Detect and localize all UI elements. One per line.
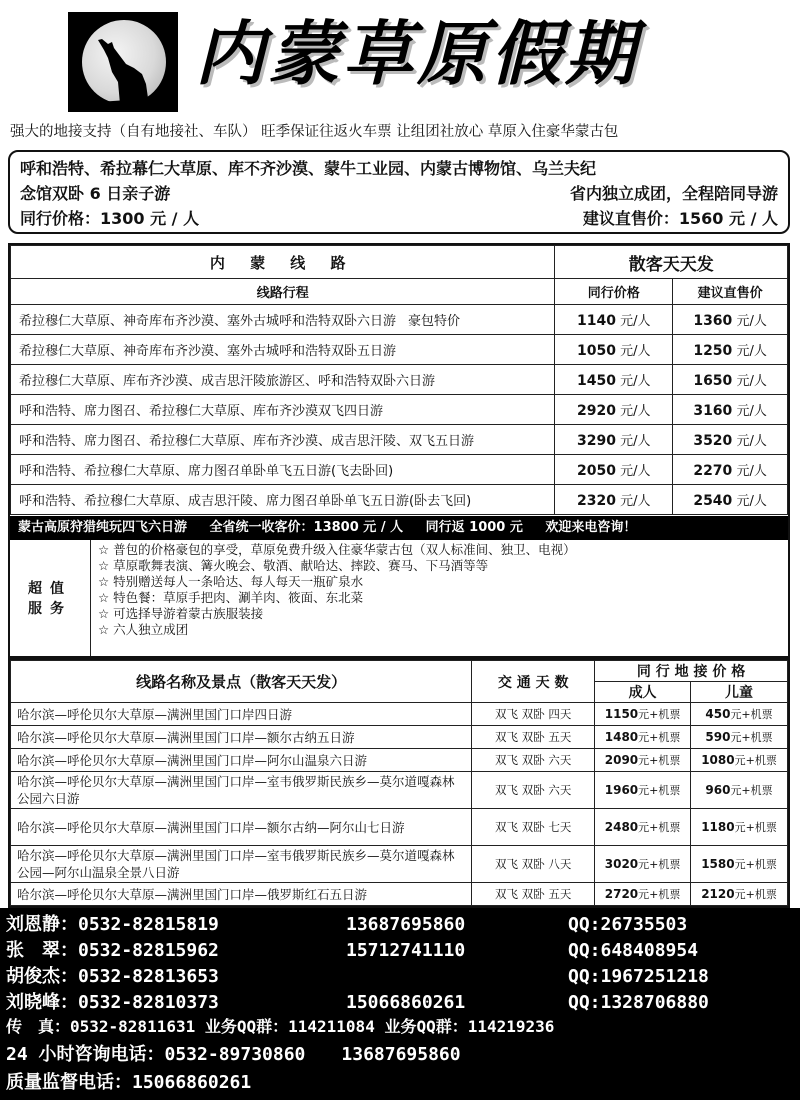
retail-price: 3520 元/人 [673, 425, 788, 455]
hrb-child-price: 1080元+机票 [691, 749, 788, 772]
hrb-child-price: 2120元+机票 [691, 883, 788, 906]
page-title: 内蒙草原假期 [195, 13, 639, 95]
col-retail: 建议直售价 [673, 279, 788, 305]
promo-note: 省内独立成团，全程陪同导游 [569, 184, 778, 203]
hrb-route-name: 哈尔滨—呼伦贝尔大草原—满洲里国门口岸—室韦俄罗斯民族乡—莫尔道嘎森林公园—阿尔山温泉全景八日游 [11, 846, 472, 883]
hrb-route-name: 哈尔滨—呼伦贝尔大草原—满洲里国门口岸—俄罗斯红石五日游 [11, 883, 472, 906]
hrb-transport: 双飞 双卧 六天 [472, 749, 595, 772]
fax-line: 传 真：0532-82811631 业务QQ群：114211084 业务QQ群：114219236 [6, 1017, 555, 1036]
value-service [10, 540, 788, 656]
hrb-route-row [11, 883, 788, 906]
route-name: 希拉穆仁大草原、神奇库布齐沙漠、塞外古城呼和浩特双卧六日游 豪包特价 [11, 305, 555, 335]
hrb-child-price: 1580元+机票 [691, 846, 788, 883]
route-name: 呼和浩特、席力图召、希拉穆仁大草原、库布齐沙漠双飞四日游 [11, 395, 555, 425]
hrb-transport: 双飞 双卧 五天 [472, 883, 595, 906]
col-hrb-route: 线路名称及景点（散客天天发） [11, 661, 472, 703]
peer-price: 3290 元/人 [555, 425, 673, 455]
route-row [11, 305, 788, 335]
promo-route: 呼和浩特、希拉幕仁大草原、库不齐沙漠、蒙牛工业园、内蒙古博物馆、乌兰夫纪 [20, 159, 597, 178]
route-row [11, 455, 788, 485]
contact-name-phone: 胡俊杰：0532-82813653 [6, 966, 219, 987]
hrb-route-name: 哈尔滨—呼伦贝尔大草原—满洲里国门口岸—室韦俄罗斯民族乡—莫尔道嘎森林公园六日游 [11, 772, 472, 809]
peer-price: 1050 元/人 [555, 335, 673, 365]
value-item: ☆ 草原歌舞表演、篝火晚会、敬酒、献哈达、摔跤、赛马、下马酒等等 [98, 558, 489, 573]
hrb-transport: 双飞 双卧 五天 [472, 726, 595, 749]
special-offer-bar [10, 516, 788, 540]
heilongjiang-section [8, 658, 790, 908]
hrb-route-row [11, 726, 788, 749]
howling-wolf-icon [68, 12, 178, 112]
hrb-adult-price: 1150元+机票 [595, 703, 691, 726]
featured-promo [8, 150, 790, 234]
value-label [10, 540, 91, 656]
retail-price: 1360 元/人 [673, 305, 788, 335]
hrb-adult-price: 1480元+机票 [595, 726, 691, 749]
hrb-adult-price: 2720元+机票 [595, 883, 691, 906]
daily-label: 散客天天发 [555, 246, 788, 279]
value-item: ☆ 普包的价格豪包的享受，草原免费升级入住豪华蒙古包（双人标准间、独卫、电视） [98, 542, 576, 557]
hrb-transport: 双飞 双卧 六天 [472, 772, 595, 809]
quality-line: 质量监督电话：15066860261 [6, 1072, 252, 1093]
retail-price: 2270 元/人 [673, 455, 788, 485]
contact-mobile: 15712741110 [346, 940, 466, 961]
route-row [11, 365, 788, 395]
route-row [11, 485, 788, 515]
route-row [11, 335, 788, 365]
contact-panel [0, 908, 800, 1100]
value-item: ☆ 六人独立成团 [98, 622, 189, 637]
hrb-adult-price: 3020元+机票 [595, 846, 691, 883]
special-price: 全省统一收客价：13800 元 / 人 [209, 520, 404, 535]
hrb-adult-price: 2480元+机票 [595, 809, 691, 846]
hrb-route-row [11, 809, 788, 846]
hrb-child-price: 960元+机票 [691, 772, 788, 809]
peer-price: 2050 元/人 [555, 455, 673, 485]
route-row [11, 425, 788, 455]
special-rebate: 同行返 1000 元 [425, 520, 523, 535]
route-row [11, 395, 788, 425]
hrb-adult-price: 1960元+机票 [595, 772, 691, 809]
hrb-transport: 双飞 双卧 七天 [472, 809, 595, 846]
route-name: 呼和浩特、希拉穆仁大草原、成吉思汗陵、席力图召单卧单飞五日游(卧去飞回) [11, 485, 555, 515]
hrb-child-price: 1180元+机票 [691, 809, 788, 846]
retail-price: 1650 元/人 [673, 365, 788, 395]
tagline: 强大的地接支持（自有地接社、车队） 旺季保证往返火车票 让组团社放心 草原入住豪华蒙古包 [10, 124, 619, 140]
value-list [98, 542, 576, 638]
route-name: 呼和浩特、席力图召、希拉穆仁大草原、库布齐沙漠、成吉思汗陵、双飞五日游 [11, 425, 555, 455]
hrb-route-name: 哈尔滨—呼伦贝尔大草原—满洲里国门口岸—阿尔山温泉六日游 [11, 749, 472, 772]
route-tag: 豪包特价 [408, 314, 461, 329]
peer-price: 1140 元/人 [555, 305, 673, 335]
value-label-1: 超值 [28, 581, 72, 597]
hrb-route-row [11, 772, 788, 809]
contact-qq: QQ:1328706880 [568, 992, 709, 1013]
header [0, 0, 800, 120]
hotline: 24 小时咨询电话：0532-89730860 13687695860 [6, 1044, 461, 1065]
contact-name-phone: 张 翠：0532-82815962 [6, 940, 219, 961]
value-item: ☆ 特别赠送每人一条哈达、每人每天一瓶矿泉水 [98, 574, 364, 589]
hrb-transport: 双飞 双卧 八天 [472, 846, 595, 883]
route-name: 呼和浩特、希拉穆仁大草原、席力图召单卧单飞五日游(飞去卧回) [11, 455, 555, 485]
col-transport: 交 通 天 数 [472, 661, 595, 703]
contact-qq: QQ:1967251218 [568, 966, 709, 987]
route-table [10, 245, 788, 515]
col-price: 同 行 地 接 价 格 [595, 661, 788, 682]
promo-route-cont: 念馆双卧 6 日亲子游 [20, 184, 171, 203]
hrb-route-name: 哈尔滨—呼伦贝尔大草原—满洲里国门口岸—额尔古纳—阿尔山七日游 [11, 809, 472, 846]
value-item: ☆ 特色餐：草原手把肉、涮羊肉、筱面、东北菜 [98, 590, 364, 605]
peer-price: 2320 元/人 [555, 485, 673, 515]
route-name: 希拉穆仁大草原、神奇库布齐沙漠、塞外古城呼和浩特双卧五日游 [11, 335, 555, 365]
col-adult: 成人 [595, 682, 691, 703]
peer-price: 1450 元/人 [555, 365, 673, 395]
col-route: 线路行程 [11, 279, 555, 305]
hrb-route-name: 哈尔滨—呼伦贝尔大草原—满洲里国门口岸四日游 [11, 703, 472, 726]
hrb-route-name: 哈尔滨—呼伦贝尔大草原—满洲里国门口岸—额尔古纳五日游 [11, 726, 472, 749]
contact-mobile: 15066860261 [346, 992, 466, 1013]
contact-qq: QQ:648408954 [568, 940, 699, 961]
col-peer: 同行价格 [555, 279, 673, 305]
hrb-route-table [10, 660, 788, 906]
value-item: ☆ 可选择导游着蒙古族服装接 [98, 606, 264, 621]
special-name: 蒙古高原狩猎纯玩四飞六日游 [18, 520, 188, 535]
hrb-adult-price: 2090元+机票 [595, 749, 691, 772]
col-child: 儿童 [691, 682, 788, 703]
hrb-child-price: 450元+机票 [691, 703, 788, 726]
section-title: 内 蒙 线 路 [11, 246, 555, 279]
retail-price: 1250 元/人 [673, 335, 788, 365]
hrb-route-row [11, 749, 788, 772]
value-label-2: 服务 [28, 601, 72, 617]
hrb-route-row [11, 703, 788, 726]
retail-price: 2540 元/人 [673, 485, 788, 515]
promo-peer-price: 同行价格：1300 元 / 人 [20, 209, 200, 228]
hrb-child-price: 590元+机票 [691, 726, 788, 749]
inner-mongolia-section [8, 243, 790, 658]
contact-name-phone: 刘晓峰：0532-82810373 [6, 992, 219, 1013]
promo-retail-price: 建议直售价：1560 元 / 人 [582, 209, 778, 228]
logo [68, 12, 178, 112]
special-call: 欢迎来电咨询！ [545, 520, 637, 535]
peer-price: 2920 元/人 [555, 395, 673, 425]
contact-qq: QQ:26735503 [568, 914, 688, 935]
retail-price: 3160 元/人 [673, 395, 788, 425]
contact-mobile: 13687695860 [346, 914, 466, 935]
hrb-transport: 双飞 双卧 四天 [472, 703, 595, 726]
hrb-route-row [11, 846, 788, 883]
route-name: 希拉穆仁大草原、库布齐沙漠、成吉思汗陵旅游区、呼和浩特双卧六日游 [11, 365, 555, 395]
contact-name-phone: 刘恩静：0532-82815819 [6, 914, 219, 935]
